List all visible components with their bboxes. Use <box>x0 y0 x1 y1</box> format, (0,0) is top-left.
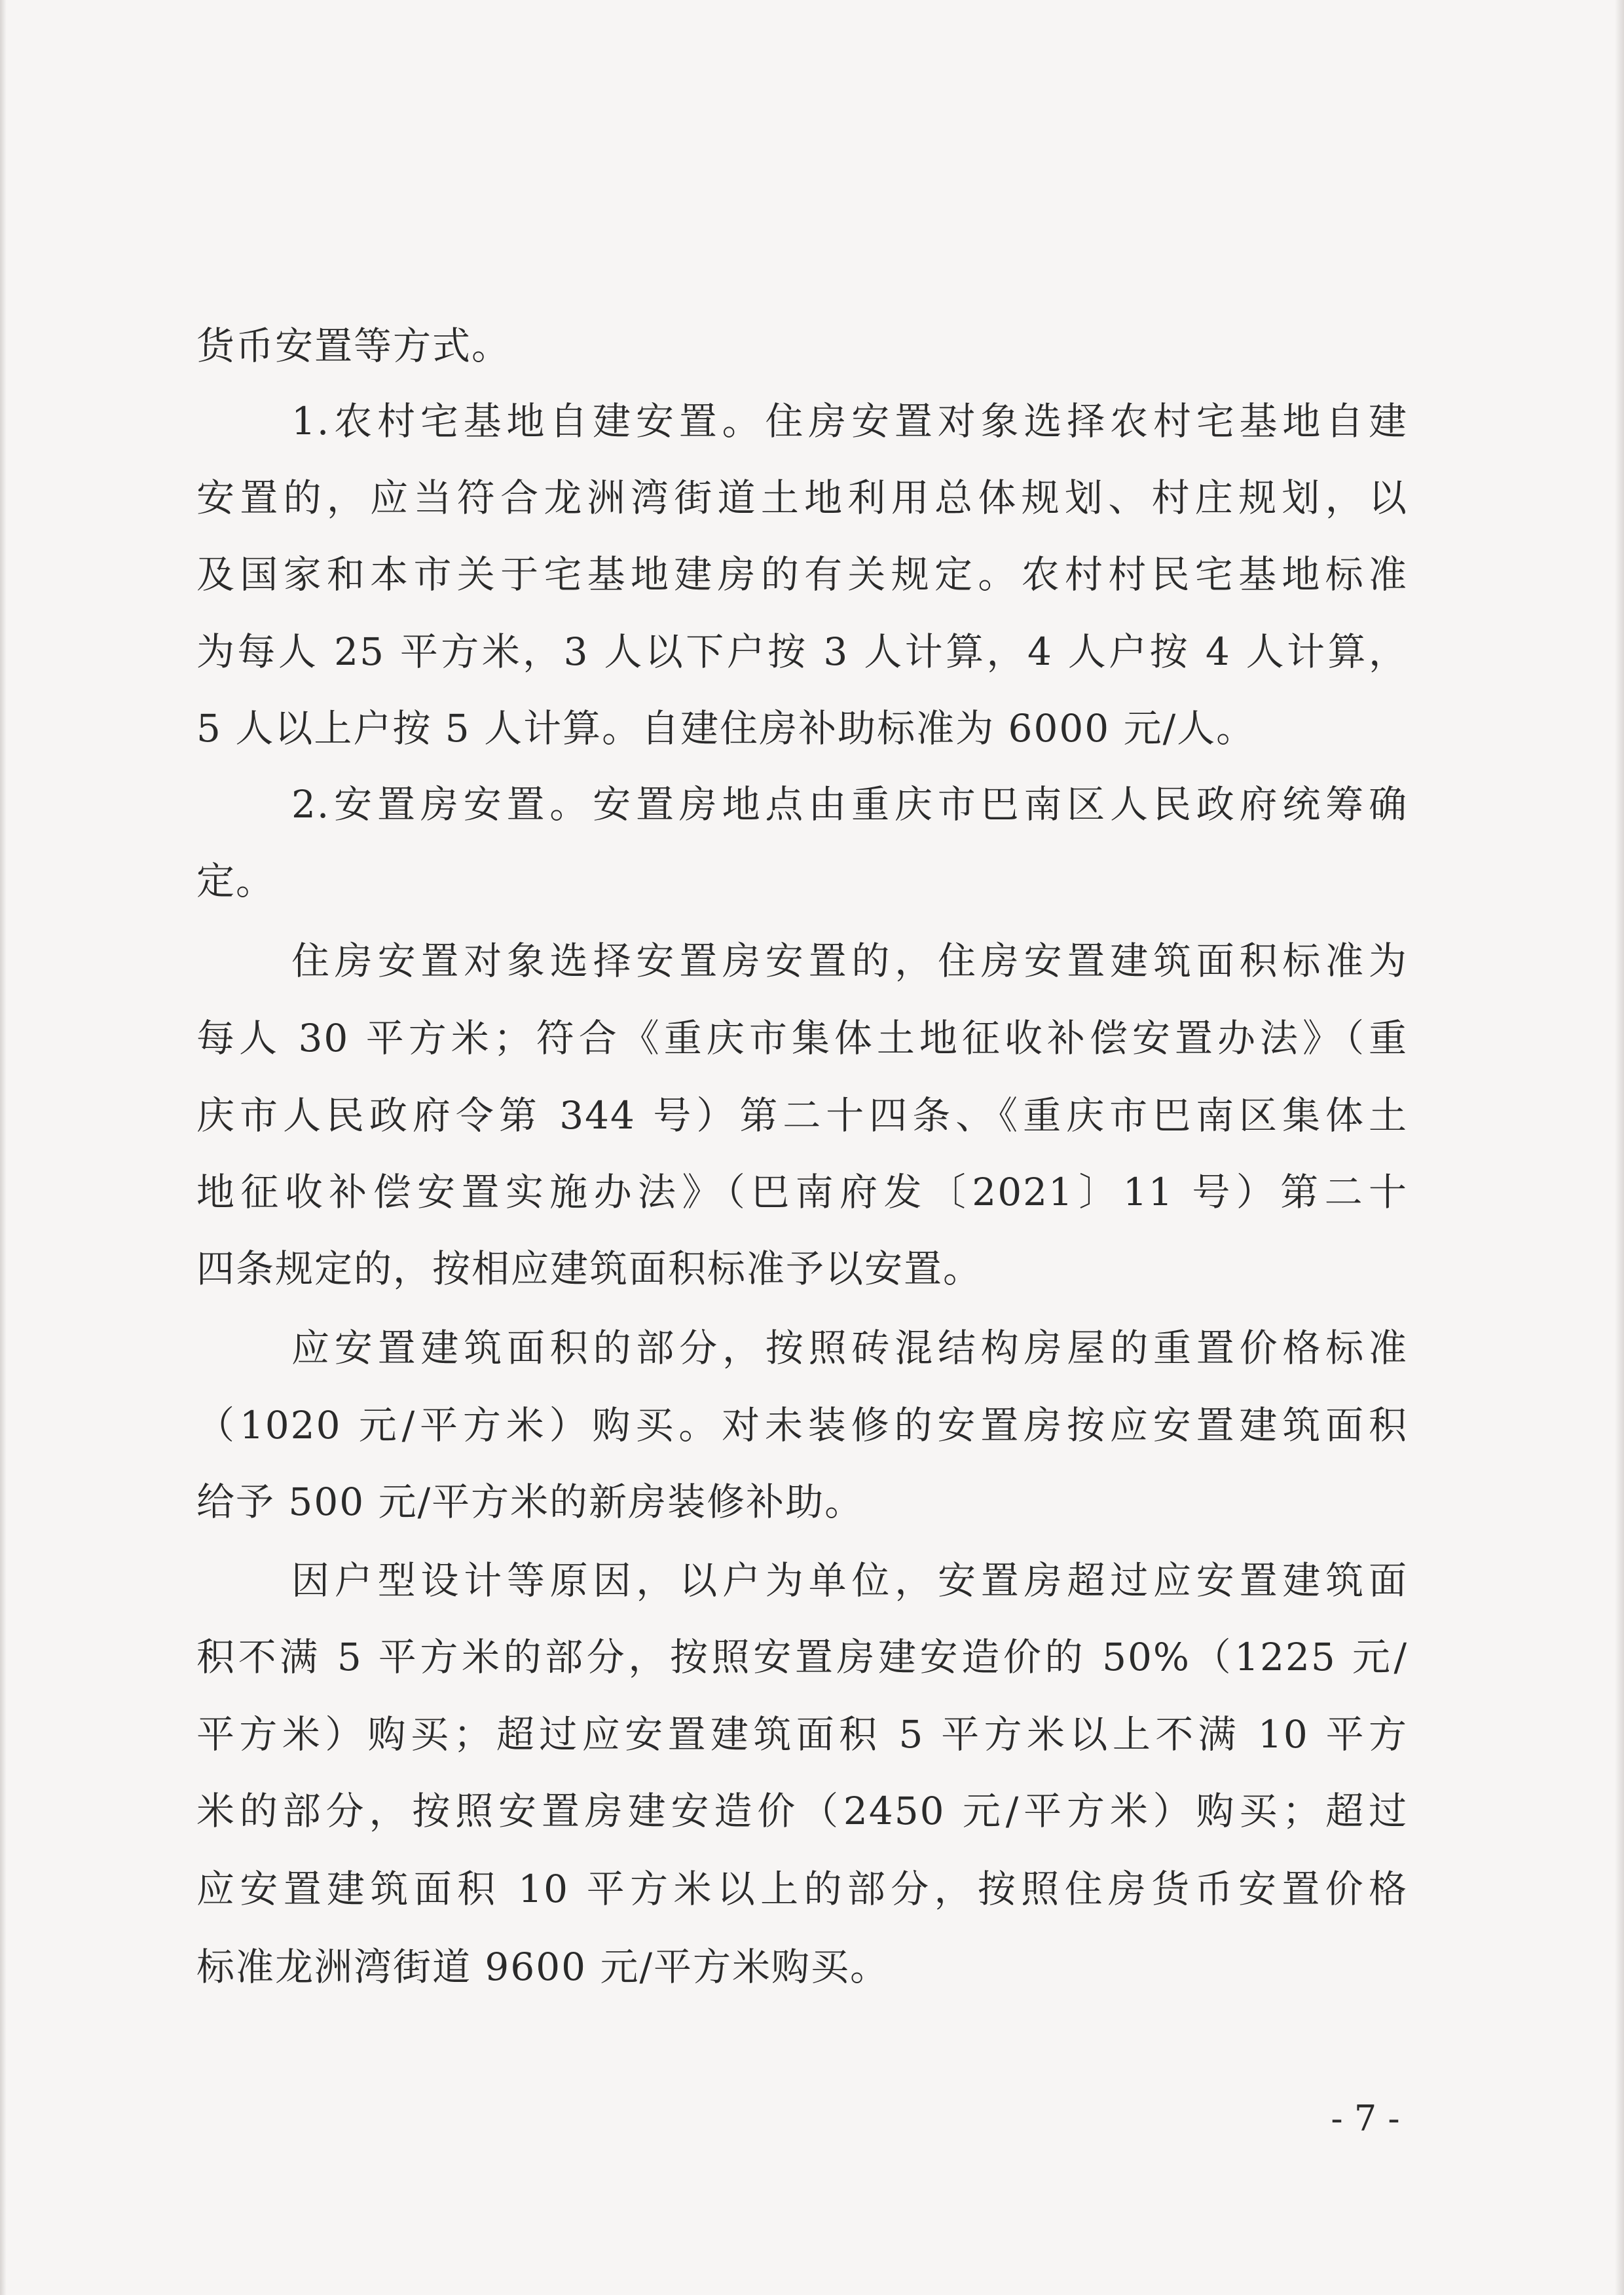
text-line-8: 定。 <box>196 859 276 903</box>
text-line-9: 住房安置对象选择安置房安置的，住房安置建筑面积标准为 <box>291 939 1408 983</box>
text-line-22: 标准龙洲湾街道 9600 元/平方米购买。 <box>196 1945 890 1989</box>
text-line-4: 及国家和本市关于宅基地建房的有关规定。农村村民宅基地标准 <box>196 552 1408 597</box>
text-line-10: 每人 30 平方米；符合《重庆市集体土地征收补偿安置办法》（重 <box>196 1016 1408 1060</box>
text-line-15: （1020 元/平方米）购买。对未装修的安置房按应安置建筑面积 <box>196 1403 1408 1447</box>
text-line-7: 2.安置房安置。安置房地点由重庆市巴南区人民政府统筹确 <box>291 782 1408 827</box>
text-line-21: 应安置建筑面积 10 平方米以上的部分，按照住房货币安置价格 <box>196 1867 1408 1911</box>
text-line-2: 1.农村宅基地自建安置。住房安置对象选择农村宅基地自建 <box>291 399 1408 443</box>
text-line-12: 地征收补偿安置实施办法》（巴南府发〔2021〕11 号）第二十 <box>196 1170 1408 1214</box>
text-line-16: 给予 500 元/平方米的新房装修补助。 <box>196 1480 864 1524</box>
text-line-6: 5 人以上户按 5 人计算。自建住房补助标准为 6000 元/人。 <box>196 706 1256 751</box>
scan-edge-left <box>0 0 7 2295</box>
text-line-11: 庆市人民政府令第 344 号）第二十四条、《重庆市巴南区集体土 <box>196 1093 1408 1138</box>
text-line-20: 米的部分，按照安置房建安造价（2450 元/平方米）购买；超过 <box>196 1789 1408 1833</box>
text-line-18: 积不满 5 平方米的部分，按照安置房建安造价的 50%（1225 元/ <box>196 1635 1408 1679</box>
scan-edge-right <box>1615 0 1624 2295</box>
text-line-3: 安置的，应当符合龙洲湾街道土地利用总体规划、村庄规划，以 <box>196 476 1408 520</box>
text-line-1: 货币安置等方式。 <box>196 324 511 368</box>
text-line-5: 为每人 25 平方米，3 人以下户按 3 人计算，4 人户按 4 人计算， <box>196 629 1408 674</box>
text-line-13: 四条规定的，按相应建筑面积标准予以安置。 <box>196 1246 983 1291</box>
text-line-17: 因户型设计等原因，以户为单位，安置房超过应安置建筑面 <box>291 1558 1408 1603</box>
text-line-19: 平方米）购买；超过应安置建筑面积 5 平方米以上不满 10 平方 <box>196 1712 1408 1757</box>
page-number: - 7 - <box>1331 2098 1400 2139</box>
text-line-14: 应安置建筑面积的部分，按照砖混结构房屋的重置价格标准 <box>291 1326 1408 1370</box>
